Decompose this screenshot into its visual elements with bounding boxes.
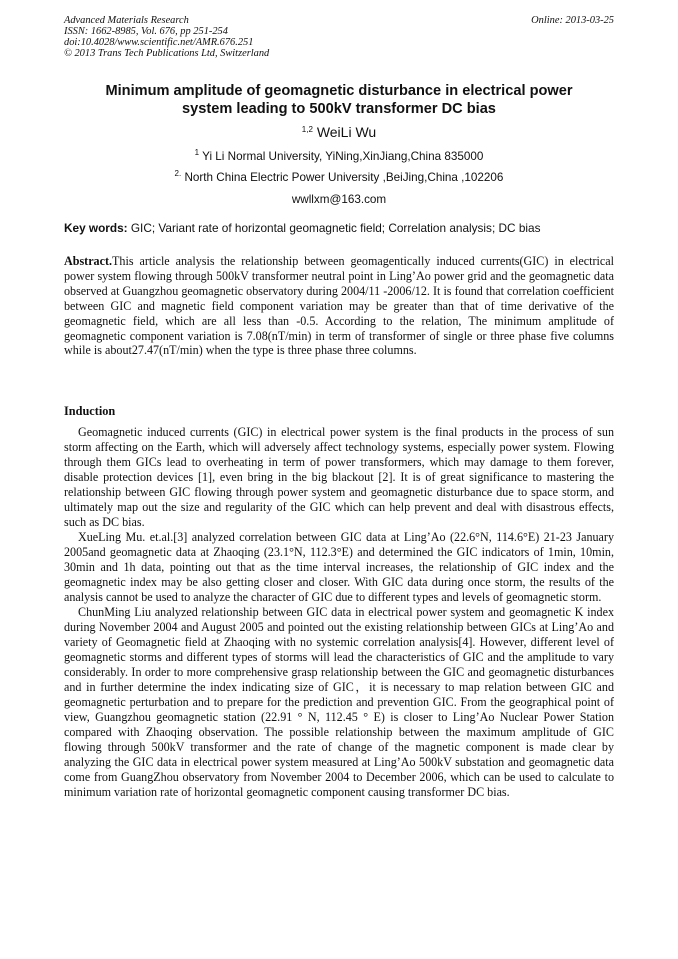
affiliation-2-superscript: 2. (174, 169, 182, 178)
paragraph-3: ChunMing Liu analyzed relationship between GIC data in electrical power system and geomagnetic K index during November 2004 and August 2005 and pointed out the existing relationship between GICs at Ling’Ao and variety of Geomagnetic field at Zhaoqing with no systemic correlation analysis[4]. However, different level of geomagnetic storms and different types of storms will lead the characteristics of GIC and the amplitude to vary considerably. In order to more comprehensive grasp relationship between the GIC and geomagnetic disturbances and in further determine the index indicating size of GIC，it is necessary to map relation between GIC and geomagnetic perturbation and to prepare for the prediction and prevention GIC. From the geographical point of view, Guangzhou geomagnetic station (22.91 ° N, 112.45 ° E) is closer to Ling’Ao Nuclear Power Station compared with Zhaoqing observation. The possible relationship between the maximum amplitude of GIC flowing through 500kV transformer and the rate of change of the magnetic component is made clear by analyzing the GIC data in electrical power system measured at Ling’Ao 500kV substation and geomagnetic data come from GuangZhou observatory from November 2004 to December 2006, which can be used to calculate to minimum variation rate of horizontal geomagnetic component causing transformer DC bias. (64, 605, 614, 799)
keywords-label: Key words: (64, 221, 128, 235)
author-line (64, 124, 614, 140)
affiliation-1-superscript: 1 (194, 148, 200, 157)
affiliation-1 (64, 150, 614, 163)
affiliation-2-text: North China Electric Power University ,BeiJing,China ,102206 (184, 171, 504, 184)
body-text (64, 425, 614, 800)
journal-name: Advanced Materials Research (64, 15, 189, 26)
affiliation-1-text: Yi Li Normal University, YiNing,XinJiang,China 835000 (202, 150, 484, 163)
keywords-text: GIC; Variant rate of horizontal geomagnetic field; Correlation analysis; DC bias (127, 221, 541, 235)
abstract-label: Abstract. (64, 254, 113, 268)
section-heading: Induction (64, 404, 116, 418)
online-date: Online: 2013-03-25 (531, 15, 614, 26)
author-superscript: 1,2 (301, 125, 313, 134)
issn-line: ISSN: 1662-8985, Vol. 676, pp 251-254 (64, 26, 228, 37)
affiliation-2 (64, 171, 614, 184)
email[interactable]: wwllxm@163.com (291, 193, 387, 206)
paper-title (64, 82, 614, 118)
abstract (64, 254, 614, 358)
paragraph-2: XueLing Mu. et.al.[3] analyzed correlation between GIC data at Ling’Ao (22.6°N, 114.6°E) 21-23 January 2005and geomagnetic data at Zhaoqing (23.1°N, 112.3°E) and determined the GIC indicators of 1min, 10min, 30min and 1h data, pointing out that as the time interval increases, the relationship of GIC index and the geomagnetic index may be also getting closer and closer. With GIC data during once storm, the results of the analysis cannot be used to analyze the character of GIC due to different types and levels of geomagnetic storm. (64, 530, 614, 604)
doi-line: doi:10.4028/www.scientific.net/AMR.676.251 (64, 37, 254, 48)
abstract-text: This article analysis the relationship between geomagentically induced currents(GIC) in electrical power system flowing through 500kV transformer neutral point in Ling’Ao power grid and the geomagnetic data observed at Guangzhou geomagnetic observatory during 2004/11 -2006/12. It is found that correlation coefficient between GIC and magnetic field component variation may be greater than that of time derivative of the geomagnetic field, which are all less than -0.5. According to the relation, The minimum amplitude of geomagnetic component variation is 7.08(nT/min) in term of transformer of single or three phase five columns while is about27.47(nT/min) when the type is three phase three columns. (64, 254, 614, 358)
author-name: WeiLi Wu (316, 124, 377, 140)
title-line-2: system leading to 500kV transformer DC bias (182, 101, 496, 117)
copyright-line: © 2013 Trans Tech Publications Ltd, Switzerland (64, 48, 270, 59)
keywords (64, 221, 614, 235)
journal-header (64, 15, 269, 59)
title-line-1: Minimum amplitude of geomagnetic disturbance in electrical power (105, 83, 573, 99)
paragraph-1: Geomagnetic induced currents (GIC) in electrical power system is the final products in the process of sun storm affecting on the Earth, which will adversely affect technology systems, especially power system. Flowing through them GICs lead to overheating in term of power transformers, which may damage to them forever, disable protection devices [1], even bring in the big blackout [2]. It is of great significance to mastering the relationship between GIC flowing through power system and geomagnetic disturbance due to space storm, and ultimately map out the size and regularity of the GIC which can help prevent and deal with disastrous effects, such as DC bias. (64, 425, 614, 529)
